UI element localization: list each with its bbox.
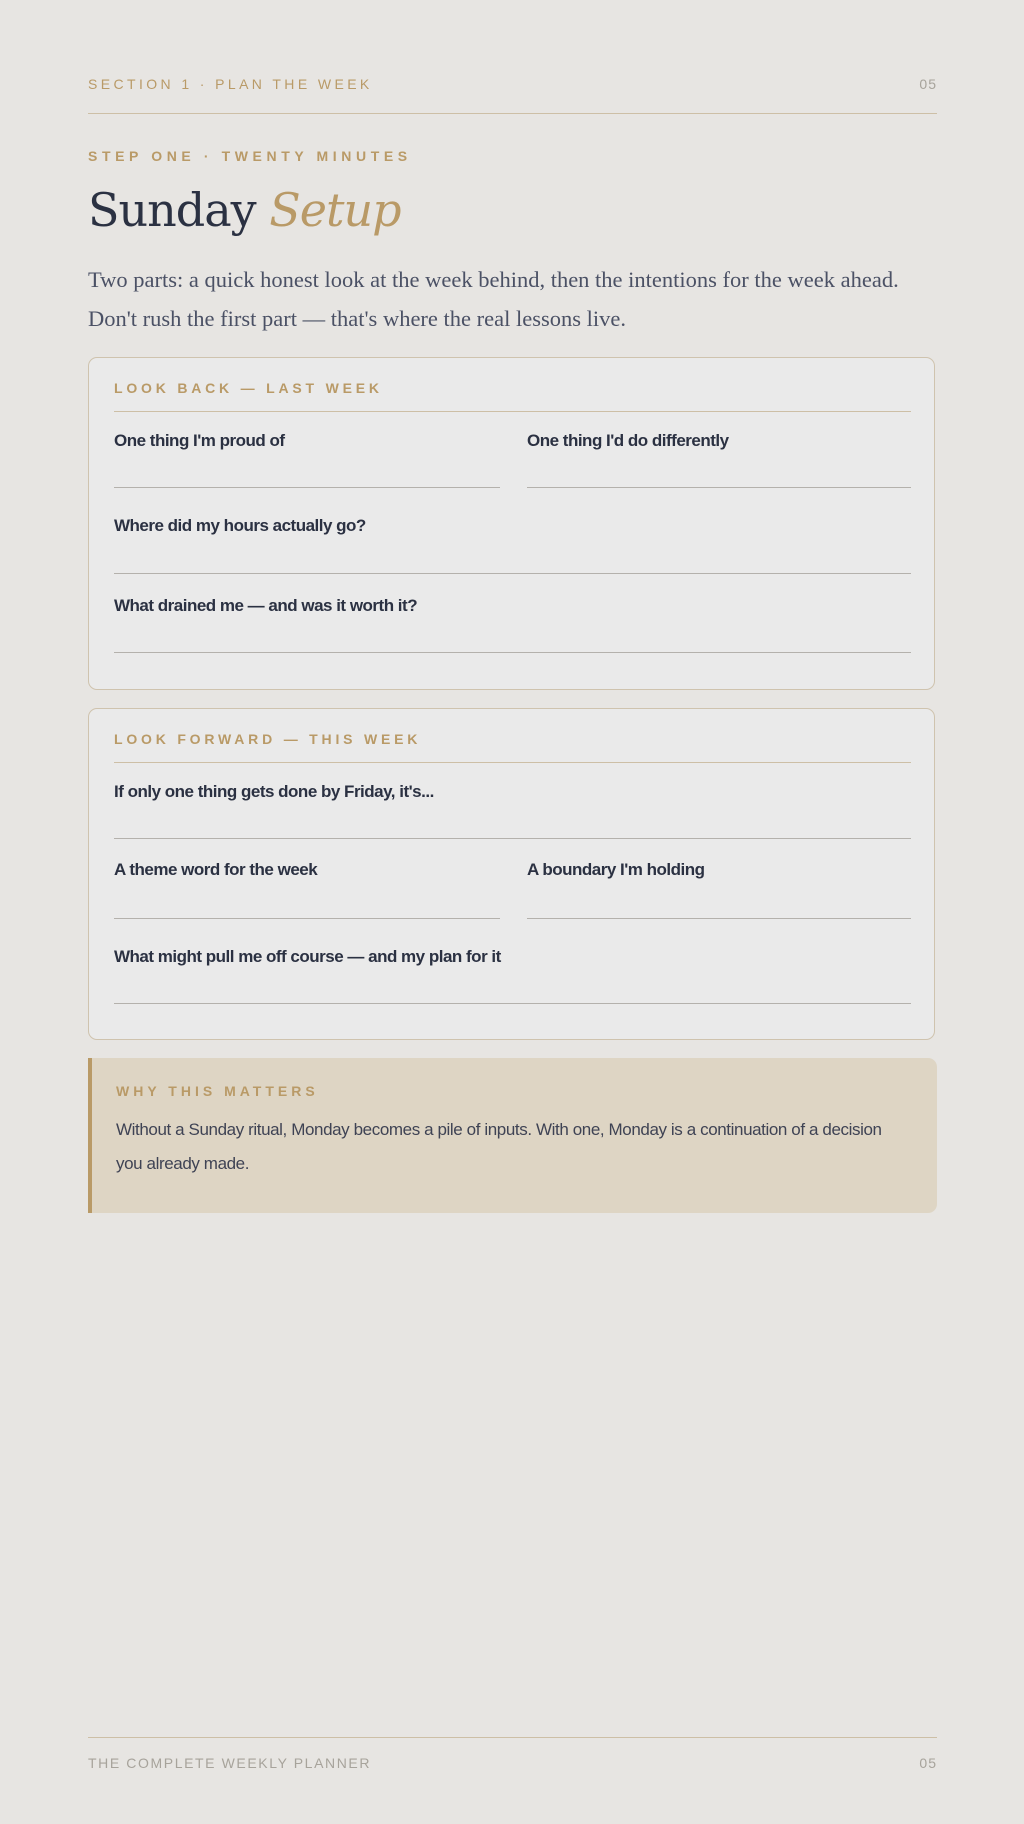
differently-label: One thing I'd do differently: [527, 431, 729, 450]
step-kicker: STEP ONE · TWENTY MINUTES: [88, 148, 412, 164]
title-main: Sunday: [88, 183, 256, 237]
one-thing-label: If only one thing gets done by Friday, it's...: [114, 782, 434, 801]
page-footer: [88, 1737, 937, 1778]
section-label: SECTION 1 · PLAN THE WEEK: [88, 76, 373, 92]
why-this-matters-callout: [88, 1058, 937, 1213]
hours-label: Where did my hours actually go?: [114, 516, 366, 535]
proud-label: One thing I'm proud of: [114, 431, 285, 450]
callout-title: WHY THIS MATTERS: [116, 1083, 319, 1099]
boundary-label: A boundary I'm holding: [527, 860, 705, 879]
drained-field[interactable]: [114, 596, 911, 653]
look-forward-card: [88, 708, 935, 1040]
off-course-label: What might pull me off course — and my plan for it: [114, 947, 501, 966]
proud-field[interactable]: [114, 431, 500, 488]
look-forward-heading: LOOK FORWARD — THIS WEEK: [114, 731, 911, 763]
page-title: [88, 180, 401, 240]
intro-paragraph: Two parts: a quick honest look at the week behind, then the intentions for the week ahead. Don't rush the first part — that's where the real lessons live.: [88, 267, 899, 331]
callout-body: Without a Sunday ritual, Monday becomes a pile of inputs. With one, Monday is a continuation of a decision you already made.: [116, 1120, 882, 1173]
theme-word-label: A theme word for the week: [114, 860, 318, 879]
title-accent: Setup: [269, 183, 401, 237]
page-header: [88, 76, 937, 114]
look-back-card: [88, 357, 935, 690]
one-thing-field[interactable]: [114, 782, 911, 839]
look-back-heading: LOOK BACK — LAST WEEK: [114, 380, 911, 412]
hours-field[interactable]: [114, 516, 911, 574]
off-course-field[interactable]: [114, 947, 911, 1004]
footer-page-number: 05: [919, 1755, 937, 1771]
boundary-field[interactable]: [527, 860, 911, 919]
differently-field[interactable]: [527, 431, 911, 488]
footer-title: THE COMPLETE WEEKLY PLANNER: [88, 1755, 372, 1771]
theme-word-field[interactable]: [114, 860, 500, 919]
drained-label: What drained me — and was it worth it?: [114, 596, 418, 615]
planner-page: [88, 0, 937, 1824]
header-page-number: 05: [919, 76, 937, 92]
